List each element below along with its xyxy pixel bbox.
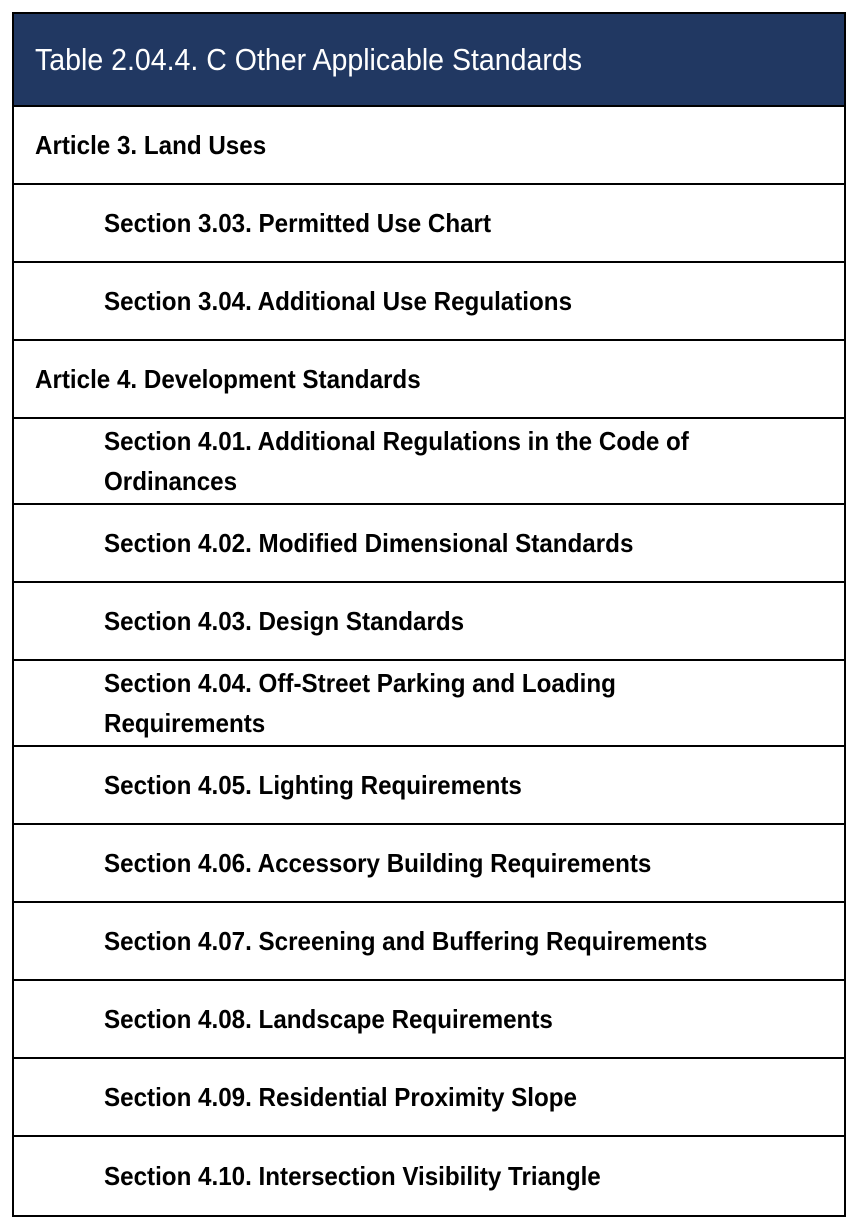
table-row-section-4-01 xyxy=(14,419,844,505)
table-row-section-4-04 xyxy=(14,661,844,747)
table-row-section-4-07 xyxy=(14,903,844,981)
table-row-section-4-08 xyxy=(14,981,844,1059)
standards-table xyxy=(12,12,846,1217)
row-label: Section 4.03. Design Standards xyxy=(104,606,465,636)
table-row-article-3 xyxy=(14,107,844,185)
table-row-section-4-10 xyxy=(14,1137,844,1215)
table-row-section-4-02 xyxy=(14,505,844,583)
row-label: Section 4.10. Intersection Visibility Triangle xyxy=(104,1161,601,1191)
row-label: Section 4.05. Lighting Requirements xyxy=(104,770,522,800)
row-label: Section 4.06. Accessory Building Requirements xyxy=(104,848,652,878)
table-row-section-4-06 xyxy=(14,825,844,903)
table-row-section-3-04 xyxy=(14,263,844,341)
table-row-section-4-09 xyxy=(14,1059,844,1137)
row-label: Section 4.02. Modified Dimensional Standards xyxy=(104,528,634,558)
row-label: Section 4.09. Residential Proximity Slope xyxy=(104,1082,578,1112)
table-title: Table 2.04.4. C Other Applicable Standards xyxy=(35,41,582,77)
row-label: Section 4.08. Landscape Requirements xyxy=(104,1004,553,1034)
row-label: Article 3. Land Uses xyxy=(35,130,267,160)
row-label: Article 4. Development Standards xyxy=(35,364,421,394)
row-label: Section 4.07. Screening and Buffering Requirements xyxy=(104,926,708,956)
row-label: Section 4.04. Off-Street Parking and Loading Requirements xyxy=(104,668,616,738)
table-row-article-4 xyxy=(14,341,844,419)
row-label: Section 3.04. Additional Use Regulations xyxy=(104,286,573,316)
table-row-section-3-03 xyxy=(14,185,844,263)
table-row-section-4-05 xyxy=(14,747,844,825)
table-title-header xyxy=(14,14,844,107)
table-row-section-4-03 xyxy=(14,583,844,661)
row-label: Section 4.01. Additional Regulations in the Code of Ordinances xyxy=(104,426,689,496)
row-label: Section 3.03. Permitted Use Chart xyxy=(104,208,492,238)
